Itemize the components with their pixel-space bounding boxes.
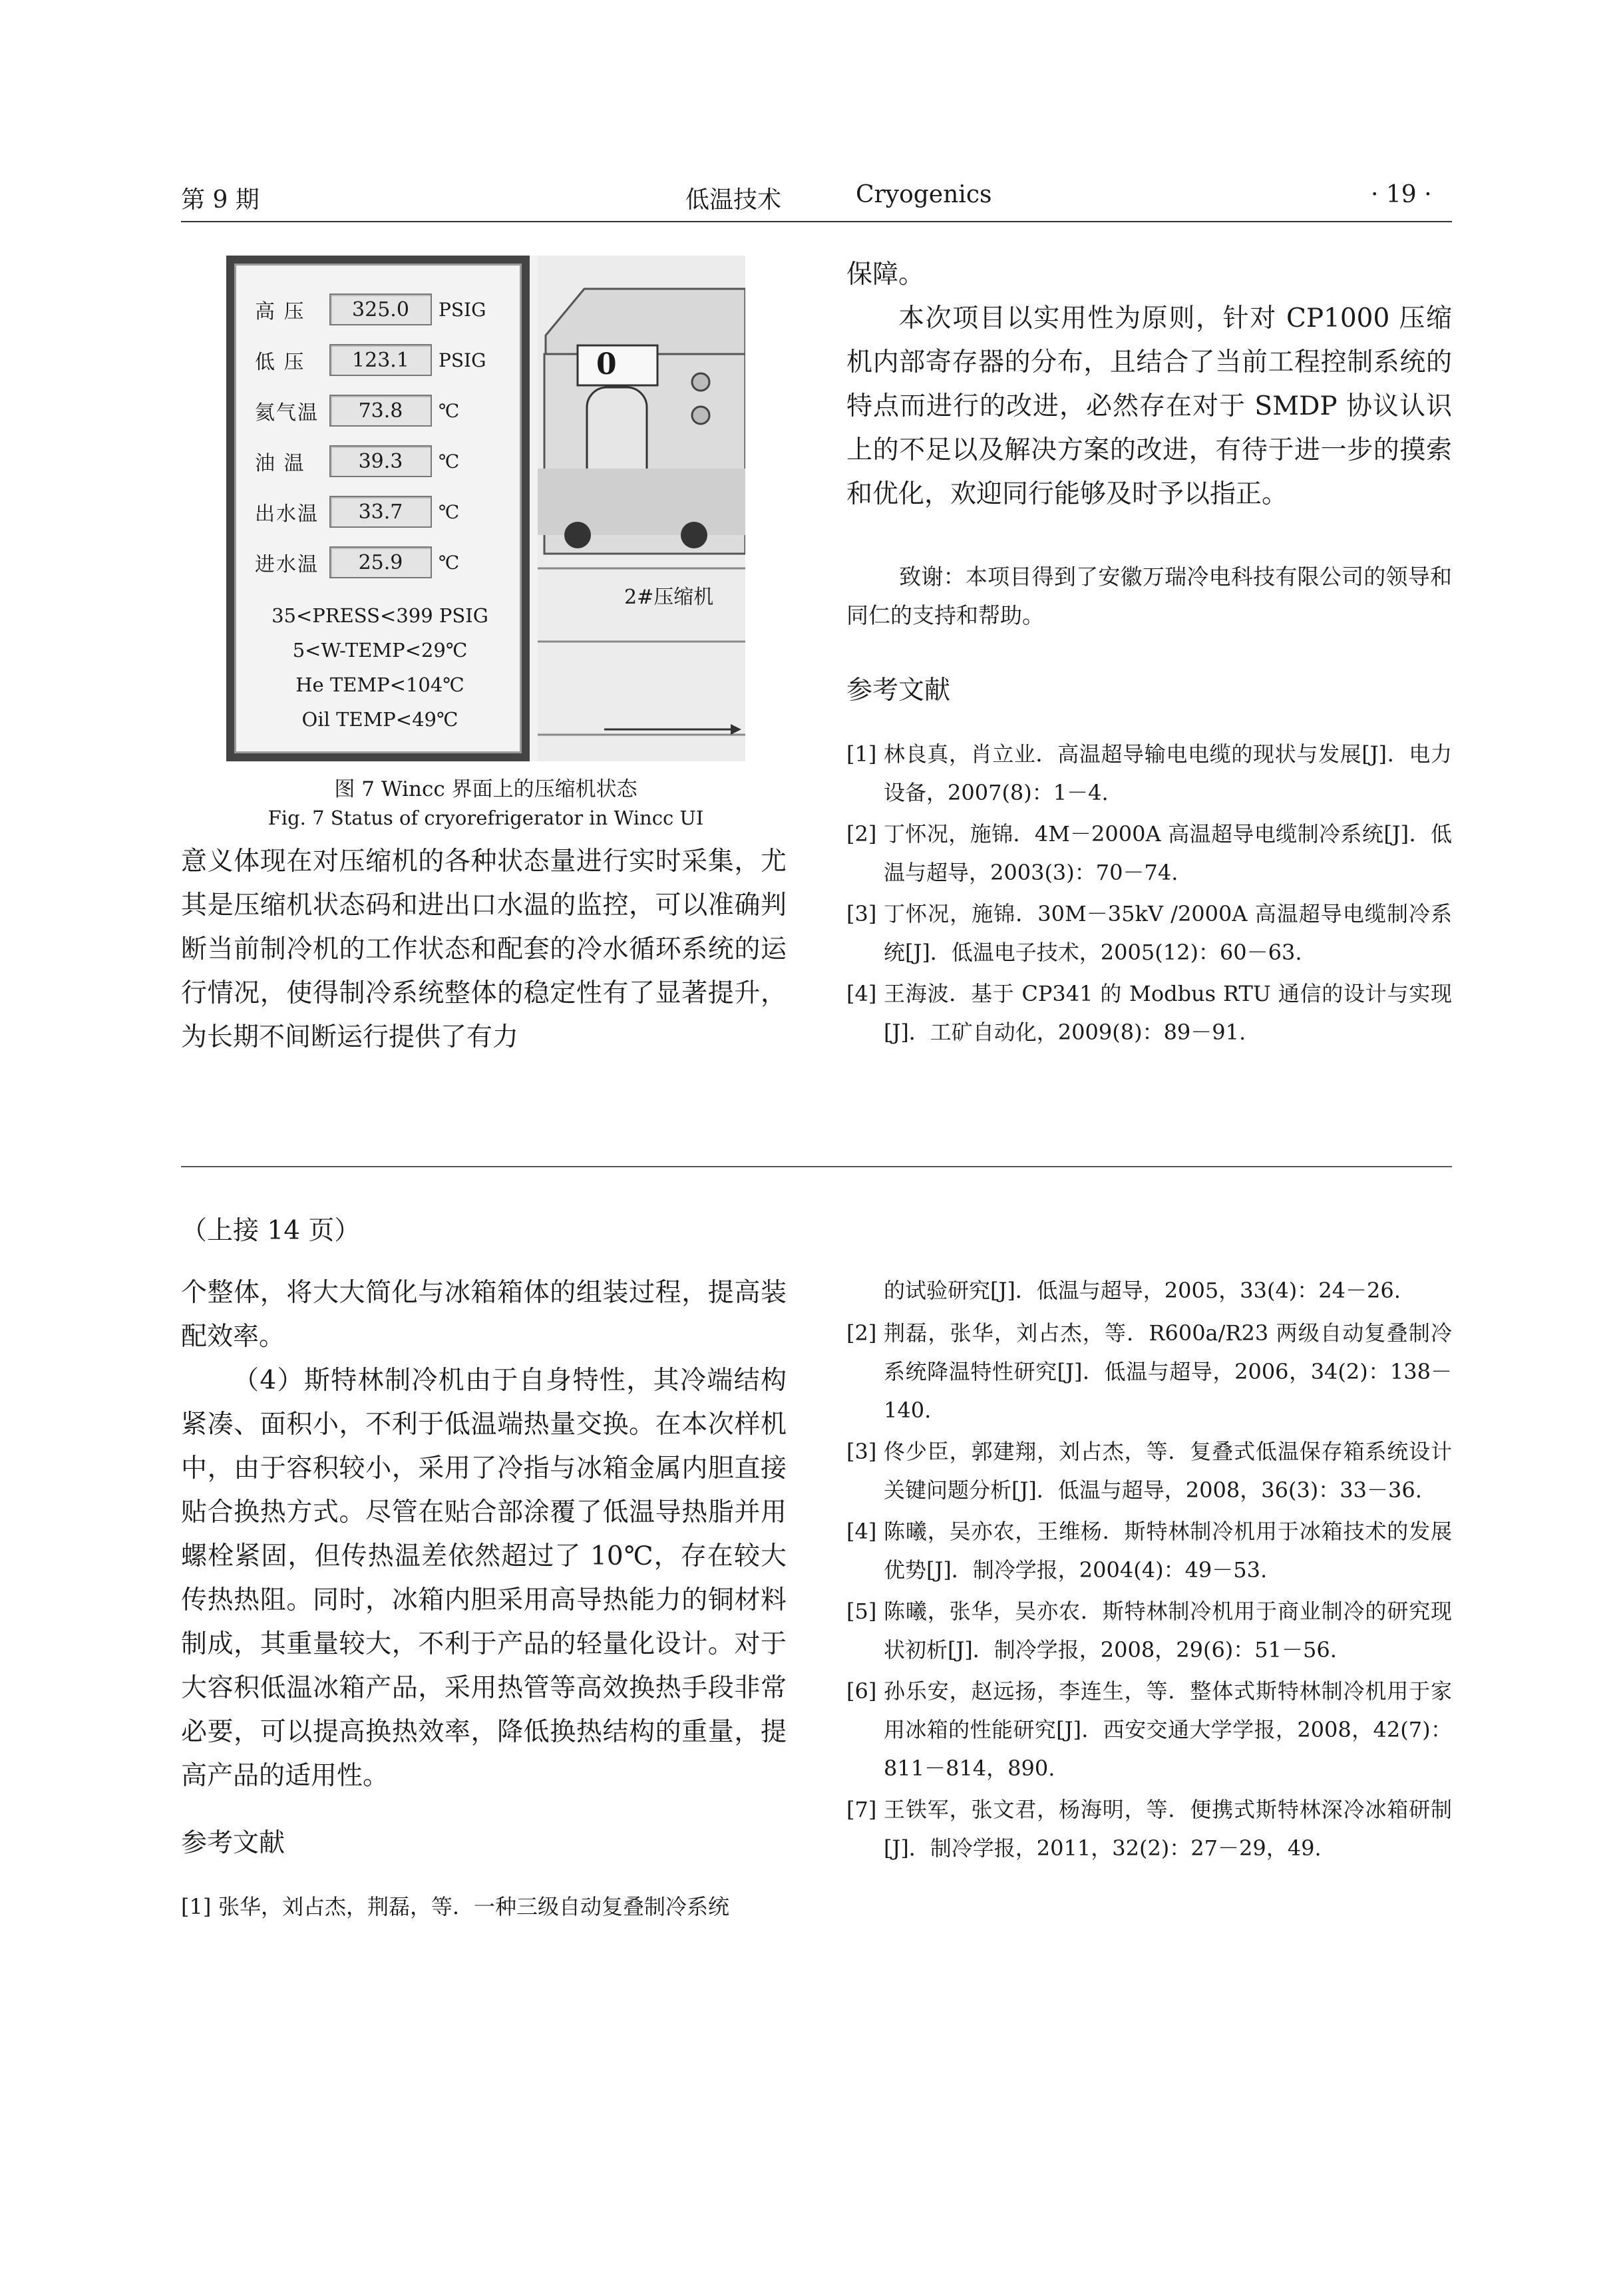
reference-number: [2] xyxy=(846,1320,877,1346)
status-row-outlet-water-temp xyxy=(255,494,521,529)
compressor-label: 2#压缩机 xyxy=(624,586,714,609)
reference-item xyxy=(846,1314,1452,1430)
status-label: 进水温 xyxy=(255,553,319,576)
references-list-top xyxy=(846,735,1452,1054)
header-rule xyxy=(181,221,1452,222)
reference-text: 佟少臣，郭建翔，刘占杰，等．复叠式低温保存箱系统设计关键问题分析[J]．低温与超导，2008，36(3)：33－36. xyxy=(884,1439,1452,1503)
status-label: 油 温 xyxy=(255,452,305,475)
reference-text: 王海波．基于 CP341 的 Modbus RTU 通信的设计与实现[J]．工矿自动化，2009(8)：89－91. xyxy=(884,981,1452,1045)
figure-caption-en: Fig. 7 Status of cryorefrigerator in Wincc UI xyxy=(268,807,704,829)
figure-wincc-screenshot xyxy=(226,256,745,761)
status-label: 高 压 xyxy=(255,300,305,323)
references-heading-bottom: 参考文献 xyxy=(181,1828,285,1858)
page-number: · 19 · xyxy=(1371,181,1432,208)
status-row-high-pressure xyxy=(255,292,521,327)
status-label: 氦气温 xyxy=(255,401,319,425)
status-value: 325.0 xyxy=(329,293,432,325)
reference-item xyxy=(846,1512,1452,1589)
reference-item xyxy=(846,1672,1452,1788)
status-value: 39.3 xyxy=(329,445,432,477)
reference-item xyxy=(846,974,1452,1052)
reference-continuation: 的试验研究[J]．低温与超导，2005，33(4)：24－26. xyxy=(884,1278,1401,1303)
reference-text: 林良真，肖立业．高温超导输电电缆的现状与发展[J]．电力设备，2007(8)：1－4. xyxy=(884,741,1452,805)
status-row-inlet-water-temp xyxy=(255,545,521,580)
reference-item xyxy=(846,894,1452,972)
reference-text: 孙乐安，赵远扬，李连生，等．整体式斯特林制冷机用于家用冰箱的性能研究[J]．西安交通大学学报，2008，42(7)：811－814，890. xyxy=(884,1678,1452,1781)
reference-text: 陈曦，吴亦农，王维杨．斯特林制冷机用于冰箱技术的发展优势[J]．制冷学报，2004(4)：49－53. xyxy=(884,1519,1452,1583)
reference-item xyxy=(846,735,1452,812)
limit-pressure: 35<PRESS<399 PSIG xyxy=(271,604,488,627)
conclusion-first-line: 保障。 xyxy=(846,260,925,289)
status-label: 出水温 xyxy=(255,502,319,526)
status-value: 73.8 xyxy=(329,395,432,427)
reference-text: 荆磊，张华，刘占杰，等．R600a/R23 两级自动复叠制冷系统降温特性研究[J]．低温与超导，2006，34(2)：138－140. xyxy=(884,1320,1452,1423)
reference-text: 王铁军，张文君，杨海明，等．便携式斯特林深冷冰箱研制[J]．制冷学报，2011，32(2)：27－29，49. xyxy=(884,1797,1452,1861)
status-row-low-pressure xyxy=(255,343,521,377)
status-label: 低 压 xyxy=(255,351,305,374)
reference-number: [5] xyxy=(846,1599,877,1624)
status-value: 33.7 xyxy=(329,496,432,528)
continued-paragraph: 个整体，将大大简化与冰箱箱体的组装过程，提高装配效率。 xyxy=(181,1278,787,1352)
status-unit: PSIG xyxy=(439,298,486,321)
reference-number: [6] xyxy=(846,1678,877,1704)
status-panel-inner xyxy=(234,264,522,753)
acknowledgement-text: 本项目得到了安徽万瑞冷电科技有限公司的领导和同仁的支持和帮助。 xyxy=(846,564,1453,628)
reference-item xyxy=(181,1887,787,1926)
compressor-counter: 0 xyxy=(596,347,617,381)
status-unit: PSIG xyxy=(439,349,486,371)
status-value: 123.1 xyxy=(329,344,432,376)
status-unit: ℃ xyxy=(439,500,460,523)
reference-item xyxy=(846,1592,1452,1669)
acknowledgement xyxy=(846,558,1452,635)
status-panel xyxy=(226,256,530,761)
reference-text: 丁怀况，施锦．30M－35kV /2000A 高温超导电缆制冷系统[J]．低温电子技术，2005(12)：60－63. xyxy=(884,901,1452,965)
limit-water-temp: 5<W-TEMP<29℃ xyxy=(292,639,468,662)
limit-helium-temp: He TEMP<104℃ xyxy=(295,673,464,696)
reference-number: [4] xyxy=(846,1519,877,1544)
section-divider xyxy=(181,1166,1452,1167)
status-row-helium-temp xyxy=(255,393,521,428)
references-list-bottom xyxy=(846,1314,1452,1870)
status-value: 25.9 xyxy=(329,546,432,578)
compressor-graphic xyxy=(538,256,745,761)
reference-text: 丁怀况，施锦．4M－2000A 高温超导电缆制冷系统[J]．低温与超导，2003(3)：70－74. xyxy=(884,821,1452,885)
reference-item xyxy=(846,815,1452,892)
conclusion-paragraph: 本次项目以实用性为原则，针对 CP1000 压缩机内部寄存器的分布，且结合了当前工程控制系统的特点而进行的改进，必然存在对于 SMDP 协议认识上的不足以及解决方案的改进，有待于进一步的摸索和优化，欢迎同行能够及时予以指正。 xyxy=(846,303,1452,509)
conclusion-item-4: （4）斯特林制冷机由于自身特性，其冷端结构紧凑、面积小，不利于低温端热量交换。在本次样机中，由于容积较小，采用了冷指与冰箱金属内胆直接贴合换热方式。尽管在贴合部涂覆了低温导热脂并用螺栓紧固，但传热温差依然超过了 10℃，存在较大传热热阻。同时，冰箱内胆采用高导热能力的铜材料制成，其重量较大，不利于产品的轻量化设计。对于大容积低温冰箱产品，采用热管等高效换热手段非常必要，可以提高换热效率，降低换热结构的重量，提高产品的适用性。 xyxy=(181,1366,787,1791)
reference-text: 张华，刘占杰，荆磊，等．一种三级自动复叠制冷系统 xyxy=(218,1894,730,1919)
reference-number: [7] xyxy=(846,1797,877,1822)
reference-number: [1] xyxy=(846,741,877,767)
references-heading-top: 参考文献 xyxy=(846,675,951,705)
status-unit: ℃ xyxy=(439,399,460,422)
journal-title-en: Cryogenics xyxy=(856,181,992,208)
continued-from-note: （上接 14 页） xyxy=(181,1216,361,1246)
reference-item xyxy=(846,1790,1452,1867)
reference-number: [1] xyxy=(181,1894,212,1919)
reference-number: [2] xyxy=(846,821,877,847)
compressor-illustration xyxy=(538,256,745,761)
issue-number: 第 9 期 xyxy=(181,186,260,214)
reference-item xyxy=(846,1432,1452,1509)
reference-number: [3] xyxy=(846,901,877,926)
limit-oil-temp: Oil TEMP<49℃ xyxy=(301,708,458,731)
acknowledgement-label: 致谢： xyxy=(899,564,966,590)
top-left-paragraph: 意义体现在对压缩机的各种状态量进行实时采集，尤其是压缩机状态码和进出口水温的监控，可以准确判断当前制冷机的工作状态和配套的冷水循环系统的运行情况，使得制冷系统整体的稳定性有了显著提升，为长期不间断运行提供了有力 xyxy=(181,847,787,1052)
figure-caption-cn: 图 7 Wincc 界面上的压缩机状态 xyxy=(334,777,637,801)
reference-number: [3] xyxy=(846,1439,877,1464)
reference-text: 陈曦，张华，吴亦农．斯特林制冷机用于商业制冷的研究现状初析[J]．制冷学报，2008，29(6)：51－56. xyxy=(884,1599,1452,1662)
journal-title-cn: 低温技术 xyxy=(685,186,782,214)
status-unit: ℃ xyxy=(439,551,460,574)
status-unit: ℃ xyxy=(439,450,460,473)
status-row-oil-temp xyxy=(255,444,521,478)
reference-number: [4] xyxy=(846,981,877,1006)
